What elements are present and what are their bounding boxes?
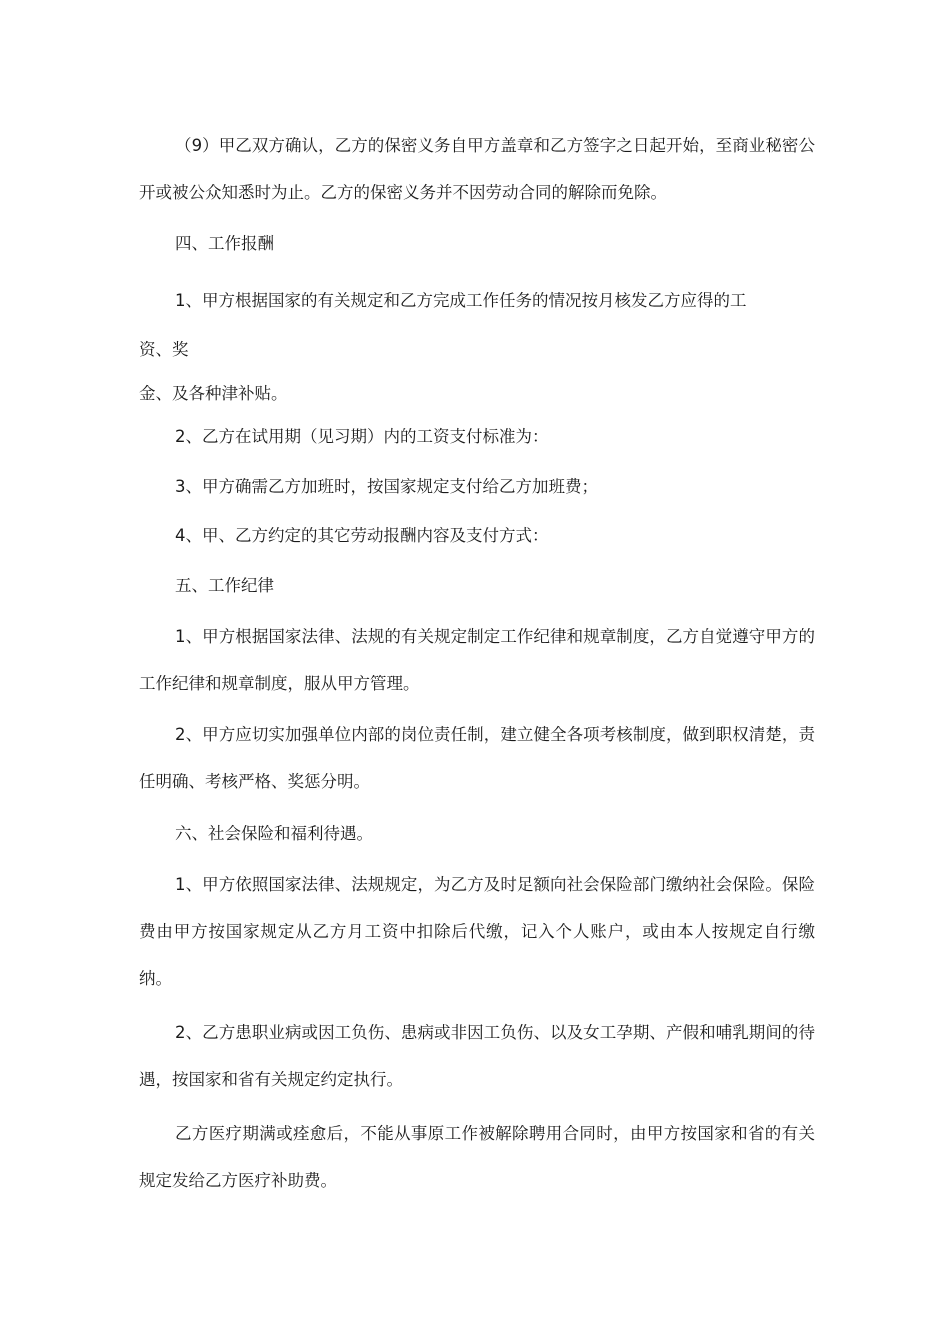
paragraph-probation-salary: 2、乙方在试用期（见习期）内的工资支付标准为： (175, 427, 549, 446)
section-heading-social-insurance: 六、社会保险和福利待遇。 (175, 824, 373, 843)
paragraph-social-insurance: 1、甲方依照国家法律、法规规定，为乙方及时足额向社会保险部门缴纳社会保险。保险费由甲方按国家规定从乙方月工资中扣除后代缴，记入个人账户，或由本人按规定自行缴纳。 (139, 875, 815, 988)
paragraph-medical-subsidy: 乙方医疗期满或痊愈后，不能从事原工作被解除聘用合同时，由甲方按国家和省的有关规定发给乙方医疗补助费。 (139, 1124, 815, 1190)
paragraph-overtime: 3、甲方确需乙方加班时，按国家规定支付给乙方加班费； (175, 477, 598, 496)
paragraph-salary-line-1: 1、甲方根据国家的有关规定和乙方完成工作任务的情况按月核发乙方应得的工 (175, 291, 747, 310)
paragraph-sickness-benefits: 2、乙方患职业病或因工负伤、患病或非因工负伤、以及女工孕期、产假和哺乳期间的待遇，按国家和省有关规定约定执行。 (139, 1023, 815, 1089)
paragraph-salary-line-2: 资、奖 (139, 340, 189, 359)
paragraph-discipline-rules: 1、甲方根据国家法律、法规的有关规定制定工作纪律和规章制度，乙方自觉遵守甲方的工作纪律和规章制度，服从甲方管理。 (139, 627, 815, 693)
section-heading-discipline: 五、工作纪律 (175, 576, 274, 595)
paragraph-responsibility-system: 2、甲方应切实加强单位内部的岗位责任制，建立健全各项考核制度，做到职权清楚，责任明确、考核严格、奖惩分明。 (139, 725, 815, 791)
paragraph-other-remuneration: 4、甲、乙方约定的其它劳动报酬内容及支付方式： (175, 526, 549, 545)
section-heading-remuneration: 四、工作报酬 (175, 234, 274, 253)
paragraph-confidentiality-term: （9）甲乙双方确认，乙方的保密义务自甲方盖章和乙方签字之日起开始，至商业秘密公开或被公众知悉时为止。乙方的保密义务并不因劳动合同的解除而免除。 (139, 136, 815, 202)
paragraph-salary-line-3: 金、及各种津补贴。 (139, 384, 288, 403)
